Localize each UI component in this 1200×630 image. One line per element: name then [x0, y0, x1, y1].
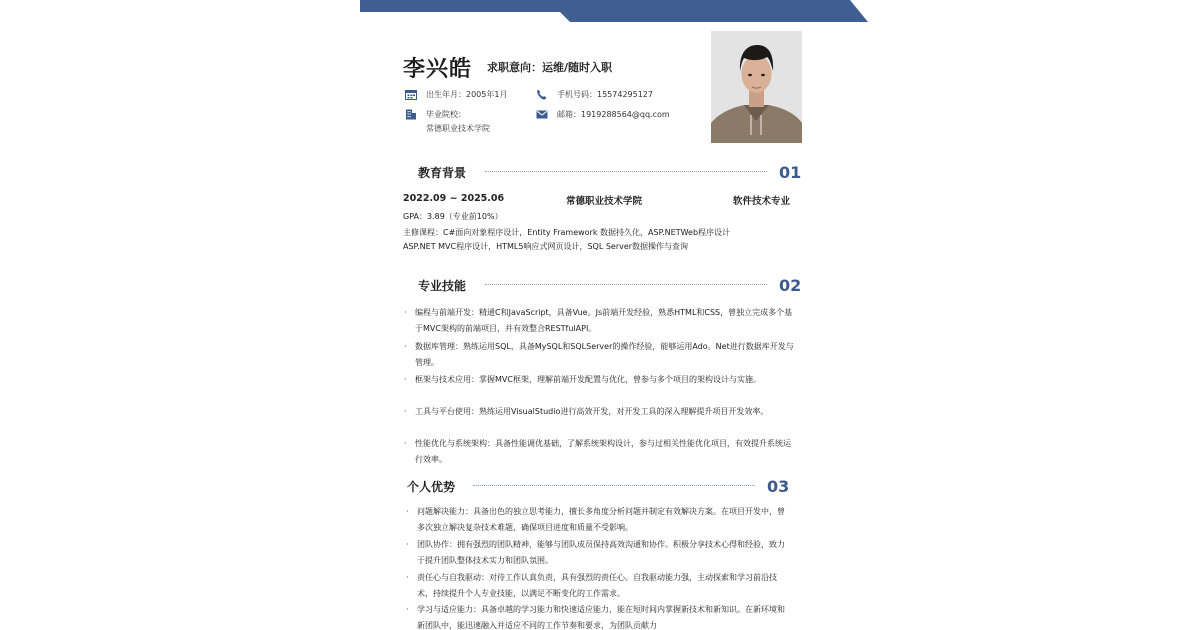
advantage-text: 问题解决能力：具备出色的独立思考能力，擅长多角度分析问题并制定有效解决方案。在项目开发中，曾多次独立解决复杂技术难题，确保项目进度和质量不受影响。 [417, 507, 785, 532]
bullet-dot: · [404, 407, 407, 416]
email-text: 邮箱：1919288564@qq.com [557, 110, 670, 119]
skill-item [404, 372, 797, 404]
email-icon [536, 109, 548, 120]
advantage-item [406, 602, 791, 630]
advantage-text: 责任心与自我驱动：对待工作认真负责，具有强烈的责任心。自我驱动能力强，主动探索和学习前沿技术，持续提升个人专业技能，以满足不断变化的工作需求。 [417, 573, 777, 598]
resume-page [360, 0, 868, 630]
advantage-item [406, 570, 791, 602]
birth-text: 出生年月：2005年1月 [426, 90, 508, 99]
job-intent: 求职意向：运维/随时入职 [487, 61, 613, 74]
education-courses-line2: ASP.NET MVC程序设计，HTML5响应式网页设计，SQL Server数据操作与查询 [403, 242, 689, 251]
advantage-item [406, 537, 791, 569]
bullet-dot: · [404, 439, 407, 448]
phone-icon [536, 89, 548, 100]
advantage-item [406, 504, 791, 536]
section-title-education: 教育背景 [418, 166, 467, 180]
section-number-skills: 02 [779, 276, 802, 295]
profile-photo [711, 31, 802, 143]
section-number-advantages: 03 [767, 477, 790, 496]
skill-item [404, 305, 797, 337]
skill-text: 数据库管理：熟练运用SQL，具备MySQL和SQLServer的操作经验，能够运用Ado。Net进行数据库开发与管理。 [415, 342, 794, 367]
header-decoration-bar [360, 0, 868, 22]
skill-text: 性能优化与系统架构：具备性能调优基础，了解系统架构设计，参与过相关性能优化项目，有效提升系统运行效率。 [415, 439, 791, 464]
section-title-advantages: 个人优势 [407, 480, 456, 494]
advantage-text: 团队协作：拥有强烈的团队精神，能够与团队成员保持高效沟通和协作。积极分享技术心得和经验，致力于提升团队整体技术实力和团队氛围。 [417, 540, 785, 565]
bullet-dot: · [406, 507, 409, 516]
phone-info [536, 88, 736, 102]
school-value: 常德职业技术学院 [426, 124, 490, 133]
education-gpa: GPA：3.89（专业前10%） [403, 212, 503, 221]
advantage-text: 学习与适应能力：具备卓越的学习能力和快速适应能力，能在短时间内掌握新技术和新知识。在新环境和新团队中，能迅速融入并适应不同的工作节奏和要求，为团队贡献力 [417, 605, 785, 630]
skill-text: 框架与技术应用：掌握MVC框架，理解前端开发配置与优化，曾参与多个项目的架构设计与实施。 [415, 375, 761, 384]
bullet-dot: · [404, 342, 407, 351]
calendar-icon [405, 89, 417, 100]
bullet-dot: · [404, 308, 407, 317]
school-info [405, 108, 535, 138]
candidate-name: 李兴皓 [403, 57, 473, 82]
phone-text: 手机号码：15574295127 [557, 90, 653, 99]
section-divider [485, 171, 767, 172]
section-divider [485, 284, 767, 285]
section-title-skills: 专业技能 [418, 279, 467, 293]
skill-text: 编程与前端开发：精通C和JavaScript，具备Vue。Js前端开发经验，熟悉HTML和CSS，曾独立完成多个基于MVC架构的前端项目，并有效整合RESTfulAPI。 [415, 308, 793, 333]
bullet-dot: · [404, 375, 407, 384]
email-info [536, 108, 736, 122]
section-divider [473, 485, 755, 486]
education-period: 2022.09 ~ 2025.06 [403, 193, 505, 204]
bullet-dot: · [406, 605, 409, 614]
skill-text: 工具与平台使用：熟练运用VisualStudio进行高效开发，对开发工具的深入理解提升项目开发效率。 [415, 407, 769, 416]
skill-item [404, 436, 797, 468]
skill-item [404, 339, 797, 371]
education-major: 软件技术专业 [733, 196, 791, 207]
bullet-dot: · [406, 540, 409, 549]
education-courses-line1: 主修课程：C#面向对象程序设计，Entity Framework 数据持久化，ASP.NETWeb程序设计 [403, 228, 731, 237]
bullet-dot: · [406, 573, 409, 582]
section-number-education: 01 [779, 163, 802, 182]
education-school: 常德职业技术学院 [566, 196, 643, 207]
skill-item [404, 404, 797, 436]
school-label: 毕业院校： [426, 110, 466, 119]
building-icon [405, 109, 417, 120]
